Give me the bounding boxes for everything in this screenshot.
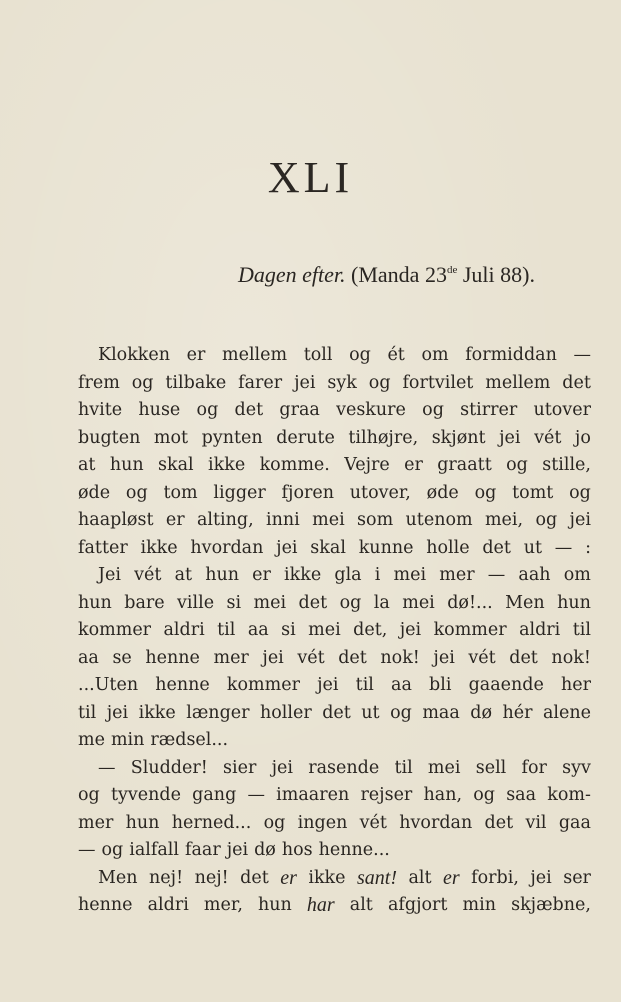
- word: det,: [353, 620, 388, 640]
- word: jei: [276, 537, 298, 558]
- word: mer: [213, 647, 249, 668]
- word: som: [357, 510, 394, 530]
- word: syk: [327, 372, 357, 393]
- text-line: [78, 507, 591, 535]
- word: skal: [310, 537, 346, 558]
- word: jei: [294, 372, 316, 393]
- word: bli: [429, 675, 452, 695]
- word: øde: [78, 482, 111, 503]
- text-line: [78, 700, 591, 728]
- word: ut: [523, 537, 543, 558]
- word: han,: [423, 785, 463, 805]
- word: —: [554, 537, 573, 558]
- word: og: [131, 372, 154, 393]
- word: henne...: [318, 840, 390, 860]
- word: er: [186, 345, 206, 365]
- word: sier: [223, 757, 257, 778]
- word: og: [196, 400, 219, 420]
- word: henne: [78, 895, 133, 915]
- word: derute: [276, 427, 335, 448]
- word: fatter: [78, 537, 128, 558]
- word: og: [125, 482, 148, 503]
- word: inni: [266, 510, 300, 530]
- word: skjønt: [431, 427, 486, 448]
- word: vét: [297, 647, 325, 668]
- word: aa: [247, 620, 269, 640]
- word: ville: [177, 592, 215, 613]
- word: aldri: [519, 620, 561, 640]
- word: det: [240, 867, 269, 888]
- word: aah: [518, 565, 551, 585]
- word: me: [78, 730, 105, 750]
- word: Men: [505, 592, 545, 613]
- word: og: [535, 510, 558, 530]
- word: det: [298, 592, 328, 613]
- text-line: [78, 865, 591, 893]
- word: mer: [78, 812, 114, 833]
- word: jei: [530, 867, 552, 888]
- word: ét: [387, 345, 405, 365]
- word: mer,: [203, 895, 243, 915]
- word: og: [368, 372, 391, 393]
- word: haapløst: [78, 510, 154, 530]
- word: aa: [391, 675, 412, 695]
- word: la: [373, 592, 390, 613]
- text-line: [78, 562, 591, 590]
- word: er: [443, 866, 460, 889]
- word: hun: [257, 895, 292, 915]
- word: og: [390, 702, 412, 723]
- word: ikke: [308, 867, 346, 888]
- word: vét: [134, 565, 162, 585]
- chapter-title: XLI: [267, 153, 354, 202]
- word: aldri: [163, 620, 205, 640]
- word: hos: [281, 840, 313, 860]
- word: gaaende: [468, 675, 544, 695]
- word: ialfall: [129, 840, 179, 860]
- word: ligger: [213, 482, 266, 503]
- text-line: [78, 617, 591, 645]
- word: —: [98, 757, 116, 778]
- word: og: [263, 812, 286, 833]
- word: dø: [254, 840, 276, 860]
- word: :: [585, 537, 591, 558]
- word: tilhøjre,: [348, 427, 419, 448]
- word: afgjort: [387, 895, 448, 915]
- word: det: [338, 647, 367, 668]
- word: Sludder!: [130, 757, 208, 778]
- word: ikke: [140, 537, 178, 558]
- text-line: [78, 480, 591, 508]
- text-line: [78, 837, 591, 865]
- word: alting,: [196, 510, 254, 530]
- word: i: [374, 565, 381, 585]
- word: nej!: [194, 867, 229, 888]
- word: gang: [192, 785, 237, 805]
- word: veskure: [336, 400, 406, 420]
- word: rædsel...: [150, 730, 229, 750]
- word: forbi,: [471, 867, 519, 888]
- word: og: [506, 455, 528, 475]
- text-line: [78, 727, 591, 755]
- word: det: [484, 812, 514, 833]
- text-line: [78, 645, 591, 673]
- word: komme.: [259, 455, 330, 475]
- word: holler: [259, 702, 312, 723]
- word: —: [247, 785, 265, 805]
- word: utover,: [349, 482, 411, 503]
- word: ut: [361, 702, 380, 723]
- word: kunne: [358, 537, 414, 558]
- text-line: [78, 782, 591, 810]
- word: sell: [475, 757, 507, 778]
- word: —: [78, 840, 96, 860]
- word: vét: [468, 647, 496, 668]
- word: pynten: [201, 427, 263, 448]
- word: kommer: [78, 620, 152, 640]
- word: saa: [506, 785, 537, 805]
- word: jei: [433, 647, 455, 668]
- word: —: [487, 565, 506, 585]
- word: aa: [78, 647, 99, 668]
- word: om: [421, 345, 449, 365]
- word: gaa: [558, 812, 591, 833]
- text-line: [78, 342, 591, 370]
- word: kommer: [433, 620, 507, 640]
- word: nok!: [551, 647, 591, 668]
- word: holle: [426, 537, 470, 558]
- word: jo: [574, 427, 591, 448]
- word: gla: [334, 565, 362, 585]
- word: til: [572, 620, 591, 640]
- word: min: [462, 895, 496, 915]
- word: vil: [525, 812, 547, 833]
- word: kom-: [547, 785, 591, 805]
- word: hun: [109, 455, 144, 475]
- word: hun: [125, 812, 160, 833]
- word: det: [562, 372, 591, 393]
- word: stille,: [542, 455, 591, 475]
- word: nok!: [380, 647, 420, 668]
- word: mei: [402, 592, 435, 613]
- word: for: [521, 757, 547, 778]
- word: frem: [78, 372, 120, 393]
- word: at: [78, 455, 96, 475]
- word: jei: [262, 647, 284, 668]
- text-line: [78, 892, 591, 920]
- dateline-italic: Dagen efter.: [238, 262, 346, 287]
- word: mei: [253, 592, 287, 613]
- word: om: [563, 565, 591, 585]
- word: utenom: [405, 510, 473, 530]
- word: henne: [155, 675, 210, 695]
- word: hvordan: [399, 812, 473, 833]
- word: —: [573, 345, 591, 365]
- word: skjæbne,: [511, 895, 591, 915]
- word: vét: [359, 812, 387, 833]
- word: og: [569, 482, 591, 503]
- word: graatt: [437, 455, 492, 475]
- word: det: [482, 537, 511, 558]
- dateline-superscript: de: [446, 264, 458, 276]
- word: ingen: [297, 812, 348, 833]
- word: og: [422, 400, 444, 420]
- word: bare: [124, 592, 165, 613]
- word: skal: [158, 455, 194, 475]
- word: Klokken: [98, 345, 171, 365]
- word: til: [78, 702, 97, 723]
- word: det: [234, 400, 264, 420]
- word: og: [349, 345, 371, 365]
- word: faar: [184, 840, 221, 860]
- word: har: [306, 894, 335, 916]
- word: ikke: [208, 455, 246, 475]
- word: jei: [226, 840, 249, 860]
- word: si: [226, 592, 242, 613]
- word: og: [78, 785, 100, 805]
- word: tom: [163, 482, 198, 503]
- word: og: [474, 482, 497, 503]
- text-line: [78, 535, 591, 563]
- word: vét: [534, 427, 562, 448]
- word: fjoren: [281, 482, 334, 503]
- word: jei: [399, 620, 422, 640]
- word: mei: [312, 510, 345, 530]
- word: det: [322, 702, 351, 723]
- body-text: [78, 342, 591, 920]
- word: mei: [393, 565, 427, 585]
- word: jei: [499, 427, 521, 448]
- text-line: [78, 370, 591, 398]
- word: mei: [308, 620, 341, 640]
- word: alene: [542, 702, 591, 723]
- word: øde: [426, 482, 459, 503]
- dateline-date: (Manda 23: [345, 262, 447, 287]
- word: mei,: [484, 510, 524, 530]
- word: hun: [557, 592, 591, 613]
- word: jei: [317, 675, 339, 695]
- word: fortvilet: [402, 372, 474, 393]
- word: huse: [138, 400, 181, 420]
- word: mer: [439, 565, 475, 585]
- word: nej!: [149, 867, 184, 888]
- word: farer: [238, 372, 283, 393]
- word: til: [217, 620, 236, 640]
- word: tyvende: [110, 785, 181, 805]
- word: til: [394, 757, 413, 778]
- word: er: [165, 510, 185, 530]
- text-line: [78, 810, 591, 838]
- dateline-year: Juli 88).: [457, 262, 535, 287]
- word: kommer: [226, 675, 300, 695]
- word: toll: [303, 345, 333, 365]
- word: er: [280, 866, 297, 889]
- word: at: [174, 565, 193, 585]
- word: er: [404, 455, 423, 475]
- word: mellem: [222, 345, 288, 365]
- word: jei: [271, 757, 293, 778]
- text-line: [78, 425, 591, 453]
- dateline: [238, 262, 535, 288]
- word: til: [355, 675, 374, 695]
- word: Men: [98, 867, 138, 888]
- word: dø: [470, 702, 493, 723]
- word: hvordan: [190, 537, 264, 558]
- word: længer: [186, 702, 250, 723]
- word: syv: [562, 757, 591, 778]
- text-line: [78, 397, 591, 425]
- text-line: [78, 755, 591, 783]
- word: hun: [78, 592, 112, 613]
- word: graa: [279, 400, 320, 420]
- word: hun: [205, 565, 239, 585]
- word: alt: [349, 895, 373, 915]
- word: mot: [153, 427, 189, 448]
- word: se: [112, 647, 132, 668]
- word: tilbake: [165, 372, 227, 393]
- word: er: [252, 565, 271, 585]
- word: mei: [427, 757, 461, 778]
- word: bugten: [78, 427, 141, 448]
- word: og: [101, 840, 124, 860]
- word: jei: [569, 510, 591, 530]
- word: si: [281, 620, 296, 640]
- word: henne: [145, 647, 200, 668]
- word: jei: [106, 702, 129, 723]
- text-line: [78, 672, 591, 700]
- word: ser: [563, 867, 591, 888]
- word: aldri: [147, 895, 189, 915]
- word: her: [561, 675, 591, 695]
- word: Vejre: [344, 455, 390, 475]
- word: sant!: [356, 866, 397, 889]
- word: ...Uten: [78, 675, 139, 695]
- text-line: [78, 452, 591, 480]
- word: formiddan: [465, 345, 557, 365]
- word: maa: [422, 702, 460, 723]
- word: hér: [502, 702, 533, 723]
- word: ikke: [284, 565, 322, 585]
- word: Jei: [98, 565, 121, 585]
- word: rejser: [360, 785, 413, 805]
- word: og: [339, 592, 362, 613]
- word: utover: [533, 400, 591, 420]
- word: dø!...: [447, 592, 493, 613]
- word: ikke: [138, 702, 176, 723]
- word: og: [473, 785, 495, 805]
- word: mellem: [485, 372, 551, 393]
- word: min: [110, 730, 145, 750]
- word: rasende: [308, 757, 380, 778]
- word: alt: [408, 867, 432, 888]
- text-line: [78, 590, 591, 618]
- word: herned...: [171, 812, 252, 833]
- word: tomt: [512, 482, 554, 503]
- word: stirrer: [460, 400, 518, 420]
- word: hvite: [78, 400, 123, 420]
- word: det: [509, 647, 538, 668]
- word: imaaren: [276, 785, 350, 805]
